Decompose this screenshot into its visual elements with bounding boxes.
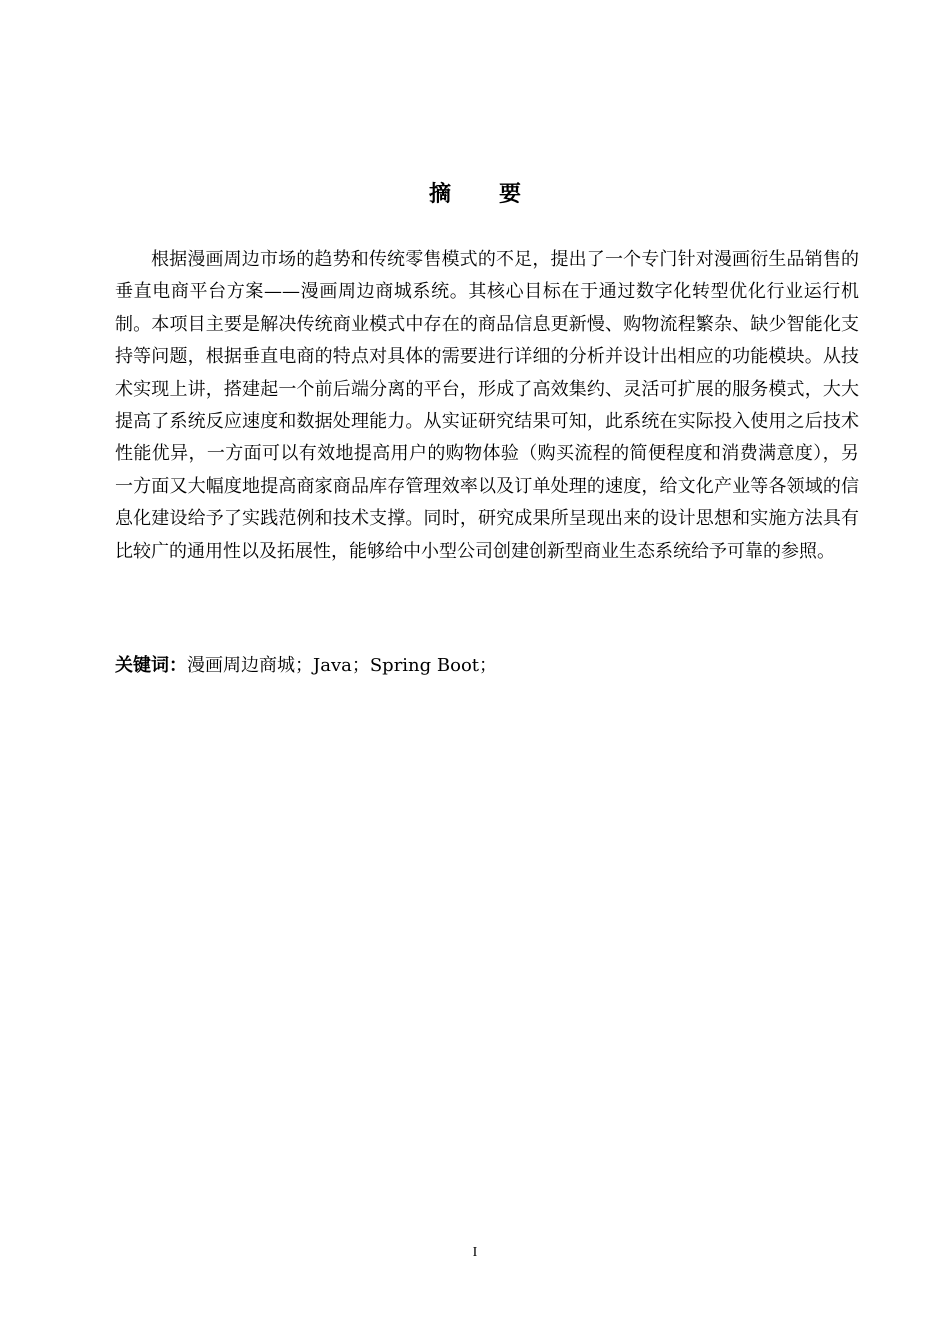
keywords-label: 关键词：	[115, 655, 187, 676]
keywords-text: 漫画周边商城；Java；Spring Boot；	[187, 655, 498, 676]
page-title: 摘要	[428, 182, 569, 207]
page-number: I	[472, 1245, 478, 1260]
keywords-line	[115, 650, 859, 682]
abstract-body: 根据漫画周边市场的趋势和传统零售模式的不足，提出了一个专门针对漫画衍生品销售的垂直电商平台方案——漫画周边商城系统。其核心目标在于通过数字化转型优化行业运行机制。本项目主要是解决传统商业模式中存在的商品信息更新慢、购物流程繁杂、缺少智能化支持等问题，根据垂直电商的特点对具体的需要进行详细的分析并设计出相应的功能模块。从技术实现上讲，搭建起一个前后端分离的平台，形成了高效集约、灵活可扩展的服务模式，大大提高了系统反应速度和数据处理能力。从实证研究结果可知，此系统在实际投入使用之后技术性能优异，一方面可以有效地提高用户的购物体验（购买流程的简便程度和消费满意度），另一方面又大幅度地提高商家商品库存管理效率以及订单处理的速度，给文化产业等各领域的信息化建设给予了实践范例和技术支撑。同时，研究成果所呈现出来的设计思想和实施方法具有比较广的通用性以及拓展性，能够给中小型公司创建创新型商业生态系统给予可靠的参照。	[115, 249, 859, 562]
